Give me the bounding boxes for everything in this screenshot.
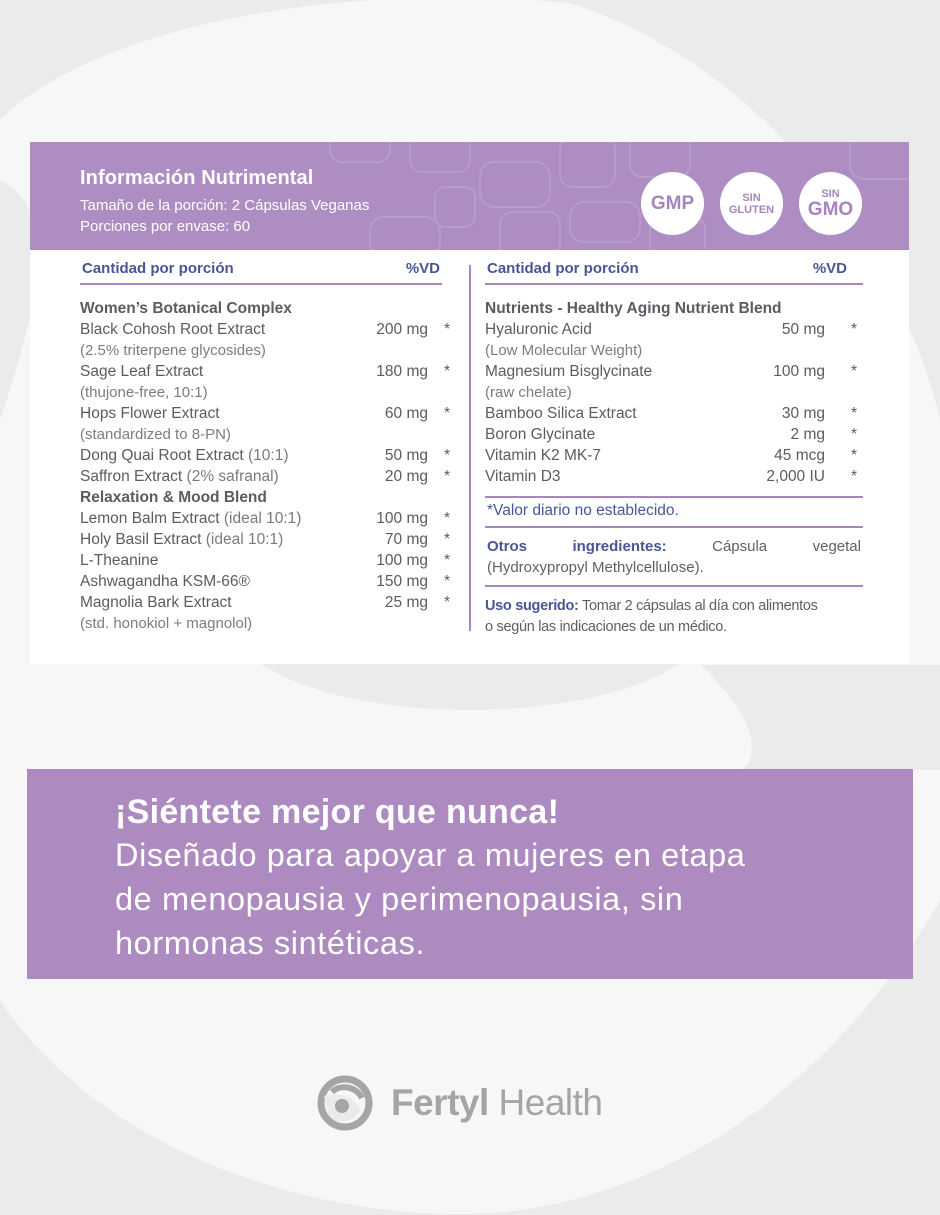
ingredient-row: Ashwagandha KSM-66® 150 mg *: [80, 573, 450, 590]
servings-per-container: Porciones por envase: 60: [80, 218, 251, 235]
ingredient-row: Magnolia Bark Extract 25 mg *: [80, 594, 450, 611]
ingredient-row: Magnesium Bisglycinate 100 mg *: [485, 363, 857, 380]
brand-name: Fertyl Health: [391, 1082, 603, 1123]
ingredient-note: (Low Molecular Weight): [485, 342, 643, 359]
daily-value-footnote: *Valor diario no establecido.: [485, 496, 863, 528]
gmp-badge: GMP: [641, 172, 704, 235]
nutrition-title: Información Nutrimental: [80, 167, 314, 189]
ingredient-row: Bamboo Silica Extract 30 mg *: [485, 405, 857, 422]
ingredient-row: Hops Flower Extract 60 mg *: [80, 405, 450, 422]
group-heading: Relaxation & Mood Blend: [80, 489, 267, 506]
left-column: [80, 250, 460, 634]
nutrition-header: [30, 142, 909, 250]
ingredient-note: (2.5% triterpene glycosides): [80, 342, 266, 359]
group-heading: Women’s Botanical Complex: [80, 300, 292, 317]
other-ingredients: Otros ingredientes: Cápsula vegetal (Hydroxypropyl Methylcellulose).: [485, 528, 863, 587]
group-heading: Nutrients - Healthy Aging Nutrient Blend: [485, 300, 782, 317]
ingredient-row: Lemon Balm Extract (ideal 10:1) 100 mg *: [80, 510, 450, 527]
ingredient-row: Sage Leaf Extract 180 mg *: [80, 363, 450, 380]
ingredient-row: Vitamin D3 2,000 IU *: [485, 468, 857, 485]
ingredient-note: (raw chelate): [485, 384, 572, 401]
ingredient-row: Dong Quai Root Extract (10:1) 50 mg *: [80, 447, 450, 464]
banner-line: Diseñado para apoyar a mujeres en etapa: [115, 837, 746, 873]
banner-line: de menopausia y perimenopausia, sin: [115, 881, 684, 917]
ingredient-row: Vitamin K2 MK-7 45 mcg *: [485, 447, 857, 464]
nutrition-panel: [30, 142, 909, 664]
right-column-header: Cantidad por porción %VD: [485, 250, 863, 285]
fertyl-logo-icon: [316, 1074, 374, 1132]
ingredient-note: (thujone-free, 10:1): [80, 384, 208, 401]
banner-line: hormonas sintéticas.: [115, 925, 426, 961]
banner-headline: ¡Siéntete mejor que nunca!: [115, 793, 560, 831]
ingredient-row: Black Cohosh Root Extract 200 mg *: [80, 321, 450, 338]
ingredient-row: Hyaluronic Acid 50 mg *: [485, 321, 857, 338]
brand-logo: [316, 1074, 603, 1132]
right-column: [485, 250, 865, 638]
ingredient-row: L-Theanine 100 mg *: [80, 552, 450, 569]
ingredient-row: Boron Glycinate 2 mg *: [485, 426, 857, 443]
ingredient-row: Saffron Extract (2% safranal) 20 mg *: [80, 468, 450, 485]
promo-banner: [27, 769, 913, 979]
suggested-use: Uso sugerido: Tomar 2 cápsulas al día con alimentos o según las indicaciones de un médico.: [485, 598, 818, 635]
serving-size: Tamaño de la porción: 2 Cápsulas Veganas: [80, 197, 370, 214]
ingredient-row: Holy Basil Extract (ideal 10:1) 70 mg *: [80, 531, 450, 548]
column-divider: [469, 265, 471, 631]
ingredient-note: (standardized to 8-PN): [80, 426, 231, 443]
gluten-free-badge: SIN GLUTEN: [720, 172, 783, 235]
ingredient-note: (std. honokiol + magnolol): [80, 615, 253, 632]
left-column-header: Cantidad por porción %VD: [80, 250, 442, 285]
non-gmo-badge: SIN GMO: [799, 172, 862, 235]
